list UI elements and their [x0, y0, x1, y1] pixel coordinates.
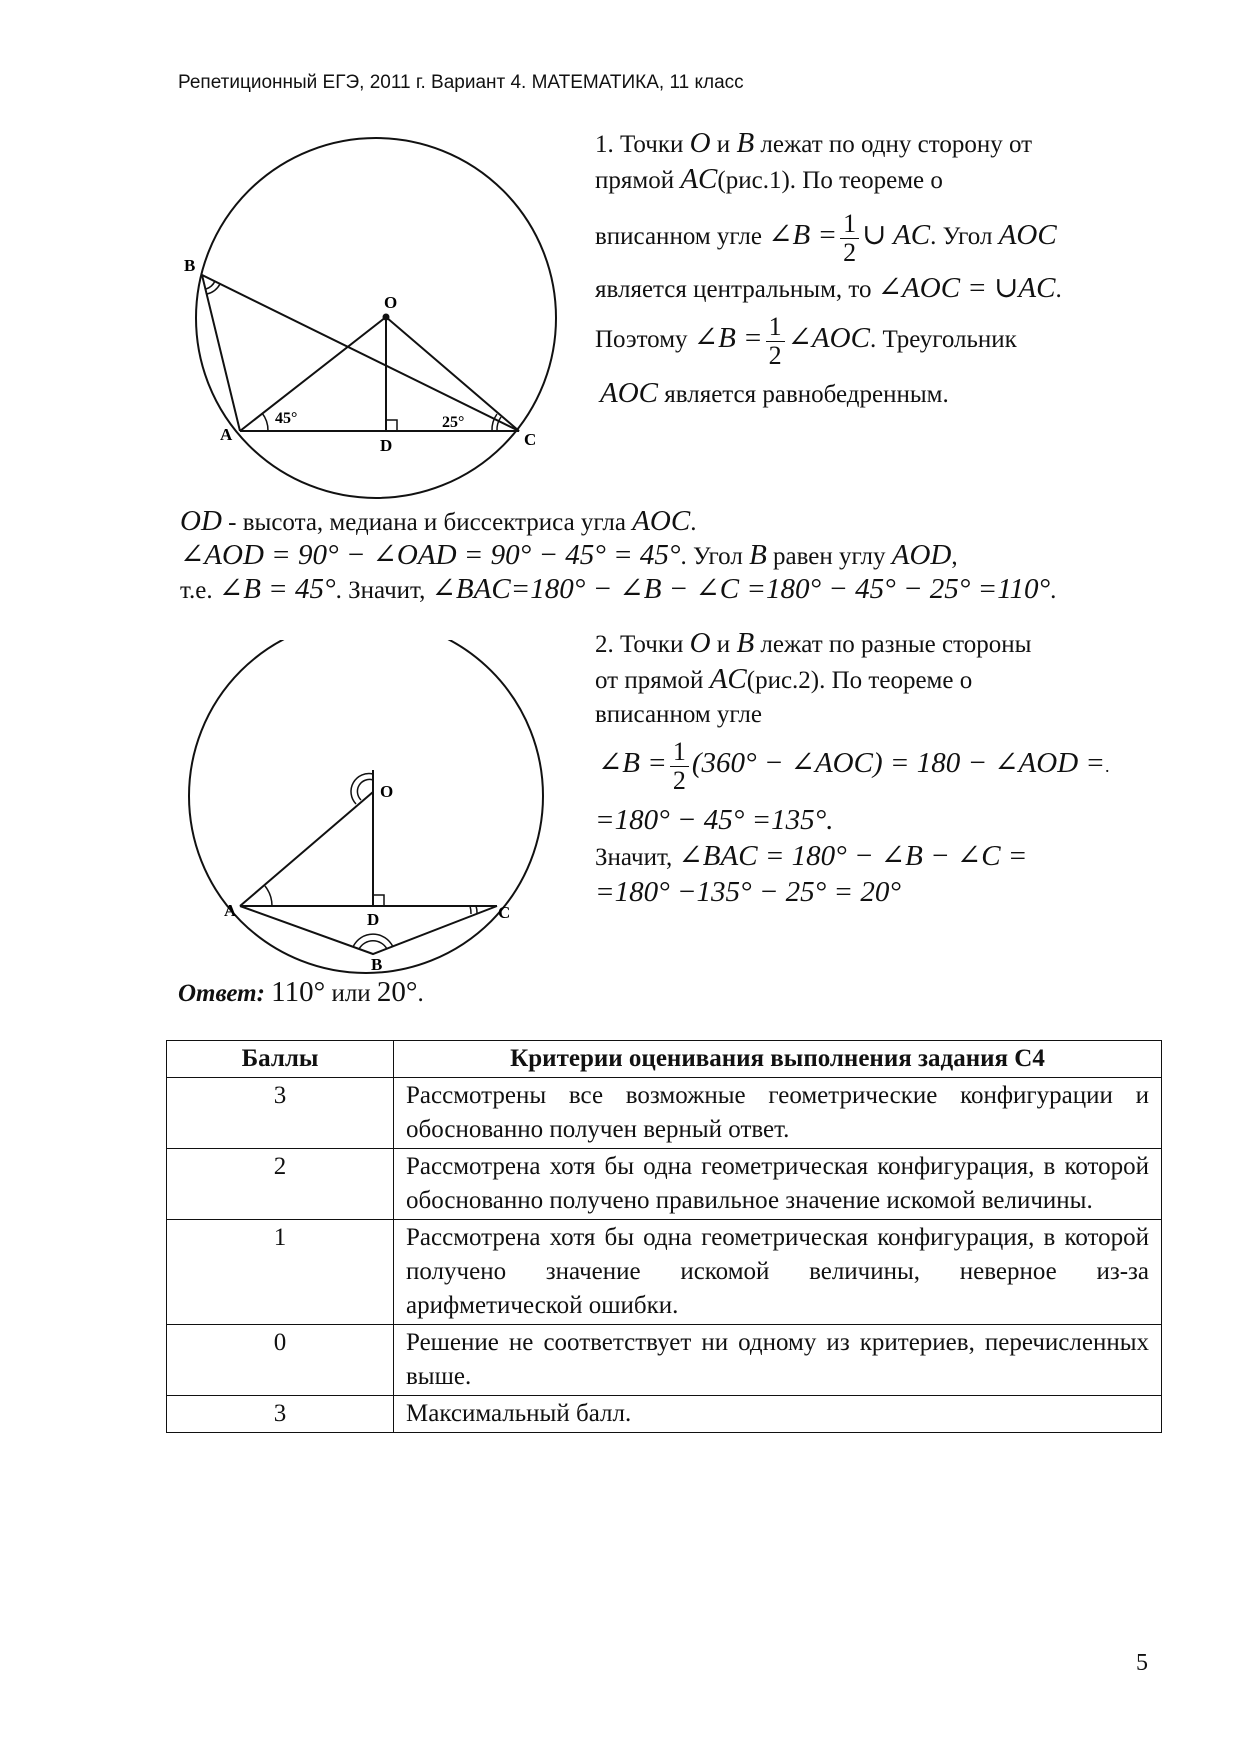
fig1-circle — [196, 138, 556, 498]
case1-text: 1. Точки O и B лежат по одну сторону от прямой AC(рис.1). По теореме о вписанном угле ∠B = $\frac{1}{2}$ ∪ AC. Угол AOC является центральным, то ∠AOC = ∪AC. Поэтому ∠B = $\frac{1}{2}$ ∠AOC. Треугольник AOC является равнобедренным. — [595, 127, 1062, 409]
page-header: Репетиционный ЕГЭ, 2011 г. Вариант 4. МАТЕМАТИКА, 11 класс — [178, 72, 744, 93]
fig1-label-a: A — [220, 425, 233, 444]
fig1-label-d: D — [380, 436, 393, 455]
fig1-angle-arc-b2 — [206, 281, 215, 289]
fig2-label-a: A — [224, 901, 237, 920]
fraction-one-half: $\frac{1}{2}$ — [766, 313, 785, 370]
header-criteria: Критерии оценивания выполнения задания С4 — [394, 1041, 1162, 1078]
fig2-angle-arc-c1 — [470, 906, 471, 914]
score-cell: 3 — [167, 1078, 394, 1149]
fig1-triangle-abc — [202, 275, 519, 431]
criteria-cell: Рассмотрена хотя бы одна геометрическая конфигурация, в которой обоснованно получено правильное значение искомой величины. — [394, 1149, 1162, 1220]
fraction-one-half: $\frac{1}{2}$ — [840, 210, 859, 267]
fig1-angle-label-c: 25° — [442, 414, 465, 431]
criteria-cell: Рассмотрены все возможные геометрические конфигурации и обоснованно получен верный ответ. — [394, 1078, 1162, 1149]
page-number: 5 — [1136, 1650, 1148, 1676]
middle-text: OD - высота, медиана и биссектриса угла AOC. ∠AOD = 90° − ∠OAD = 90° − 45° = 45°. Угол B равен углу AOD, т.е. ∠B = 45°. Значит, ∠BAC=180° − ∠B − ∠C =180° − 45° − 25° =110°. — [180, 505, 1057, 605]
figure-2 — [170, 640, 590, 980]
table-header-row — [167, 1041, 1162, 1078]
answer-line: Ответ: 110° или 20°. — [178, 976, 424, 1008]
fig1-label-c: C — [524, 430, 537, 449]
score-cell: 2 — [167, 1149, 394, 1220]
case2-text: 2. Точки O и B лежат по разные стороны от прямой AC(рис.2). По теореме о вписанном угле ∠B = $\frac{1}{2}$ (360° − ∠AOC) = 180 − ∠AOD =. =180° − 45° =135°. Значит, ∠BAC = 180° − ∠B − ∠C = =180° −135° − 25° = 20° — [595, 627, 1110, 908]
table-row — [167, 1396, 1162, 1433]
fig1-angle-arc-c2 — [497, 417, 501, 431]
table-row — [167, 1220, 1162, 1325]
score-cell: 3 — [167, 1396, 394, 1433]
fig2-angle-arc-o1 — [351, 774, 373, 804]
fig2-label-b: B — [371, 955, 383, 974]
fig2-circle — [189, 640, 543, 973]
fig2-angle-arc-b2 — [359, 941, 387, 949]
criteria-cell: Максимальный балл. — [394, 1396, 1162, 1433]
table-row — [167, 1149, 1162, 1220]
fig2-angle-arc-a — [265, 886, 272, 906]
fig2-radius-oa — [240, 792, 373, 906]
header-score: Баллы — [167, 1041, 394, 1078]
fig2-label-d: D — [367, 910, 380, 929]
criteria-table — [166, 1040, 1162, 1433]
answer-label: Ответ: — [178, 980, 265, 1007]
score-cell: 1 — [167, 1220, 394, 1325]
fig2-angle-arc-o2 — [357, 779, 373, 800]
fig2-label-o: O — [380, 782, 394, 801]
fraction-one-half: $\frac{1}{2}$ — [670, 738, 689, 795]
fig1-label-o: O — [384, 293, 398, 312]
fig1-angle-arc-b — [207, 284, 220, 294]
table-row — [167, 1078, 1162, 1149]
fig1-angle-arc-a — [262, 413, 268, 431]
score-cell: 0 — [167, 1325, 394, 1396]
table-row — [167, 1325, 1162, 1396]
fig2-label-c: C — [498, 903, 511, 922]
figure-1 — [170, 130, 590, 510]
fig2-right-angle-mark — [373, 895, 384, 906]
fig1-label-b: B — [184, 256, 196, 275]
fig2-angle-arc-c2 — [476, 906, 477, 913]
criteria-cell: Рассмотрена хотя бы одна геометрическая конфигурация, в которой получено значение искомой величины, неверное из-за арифметической ошибки. — [394, 1220, 1162, 1325]
fig1-angle-label-a: 45° — [275, 410, 298, 427]
criteria-cell: Решение не соответствует ни одному из критериев, перечисленных выше. — [394, 1325, 1162, 1396]
fig1-right-angle-mark — [386, 420, 397, 431]
